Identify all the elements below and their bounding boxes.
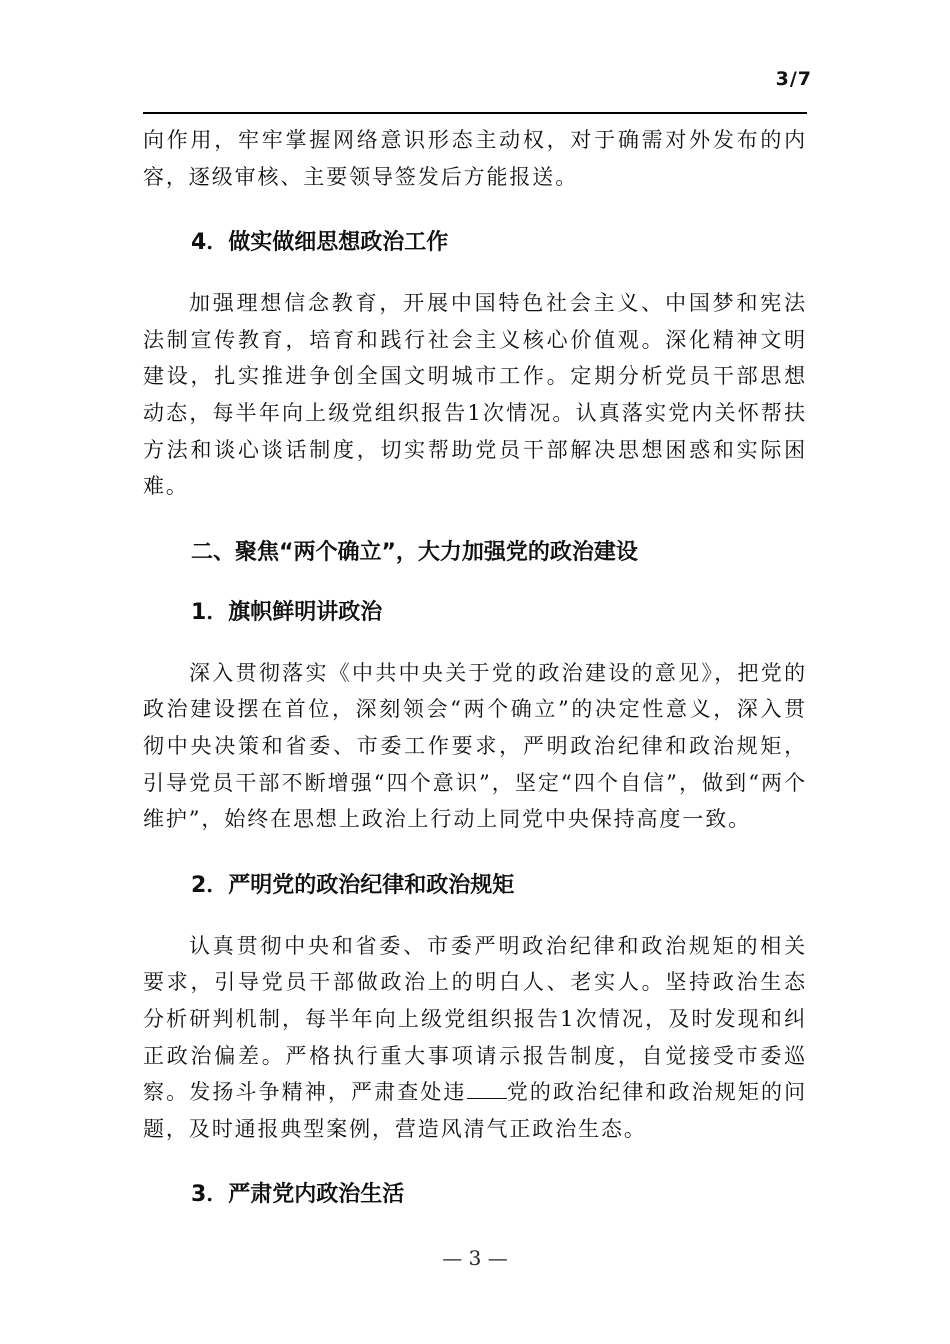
heading-2-discipline: 2．严明党的政治纪律和政治规矩 — [191, 872, 515, 898]
paragraph-discipline-part-b: 党的政治纪律和政治规矩的问题，及时通报典型案例，营造风清气正政治生态。 — [143, 1080, 807, 1141]
section-heading-2: 二、聚焦“两个确立”，大力加强党的政治建设 — [191, 539, 638, 565]
paragraph-discipline-part-a: 认真贯彻中央和省委、市委严明政治纪律和政治规矩的相关要求，引导党员干部做政治上的明白人、老实人。坚持政治生态分析研判机制，每半年向上级党组织报告1次情况，及时发现和纠正政治偏差。严格执行重大事项请示报告制度，自觉接受市委巡察。发扬斗争精神，严肃查处违 — [143, 933, 807, 1105]
paragraph-ideological-work: 加强理想信念教育，开展中国特色社会主义、中国梦和宪法法制宣传教育，培育和践行社会主义核心价值观。深化精神文明建设，扎实推进争创全国文明城市工作。定期分析党员干部思想动态，每半年向上级党组织报告1次情况。认真落实党内关怀帮扶方法和谈心谈话制度，切实帮助党员干部解决思想困惑和实际困难。 — [143, 291, 807, 499]
paragraph-continued: 向作用，牢牢掌握网络意识形态主动权，对于确需对外发布的内容，逐级审核、主要领导签发后方能报送。 — [143, 128, 807, 189]
heading-1-politics: 1．旗帜鲜明讲政治 — [191, 599, 383, 625]
header-rule — [143, 112, 807, 114]
paragraph-politics: 深入贯彻落实《中共中央关于党的政治建设的意见》，把党的政治建设摆在首位，深刻领会“两个确立”的决定性意义，深入贯彻中央决策和省委、市委工作要求，严明政治纪律和政治规矩，引导党员干部不断增强“四个意识”，坚定“四个自信”，做到“两个维护”，始终在思想上政治上行动上同党中央保持高度一致。 — [143, 660, 807, 832]
page-footer-number: — 3 — — [442, 1246, 508, 1270]
underline-blank — [467, 1080, 507, 1099]
heading-3-party-life: 3．严肃党内政治生活 — [191, 1182, 405, 1208]
document-body — [143, 122, 807, 1213]
heading-4-ideological-work: 4．做实做细思想政治工作 — [191, 230, 449, 256]
page-indicator: 3/7 — [775, 68, 812, 90]
paragraph-discipline — [143, 928, 807, 1148]
